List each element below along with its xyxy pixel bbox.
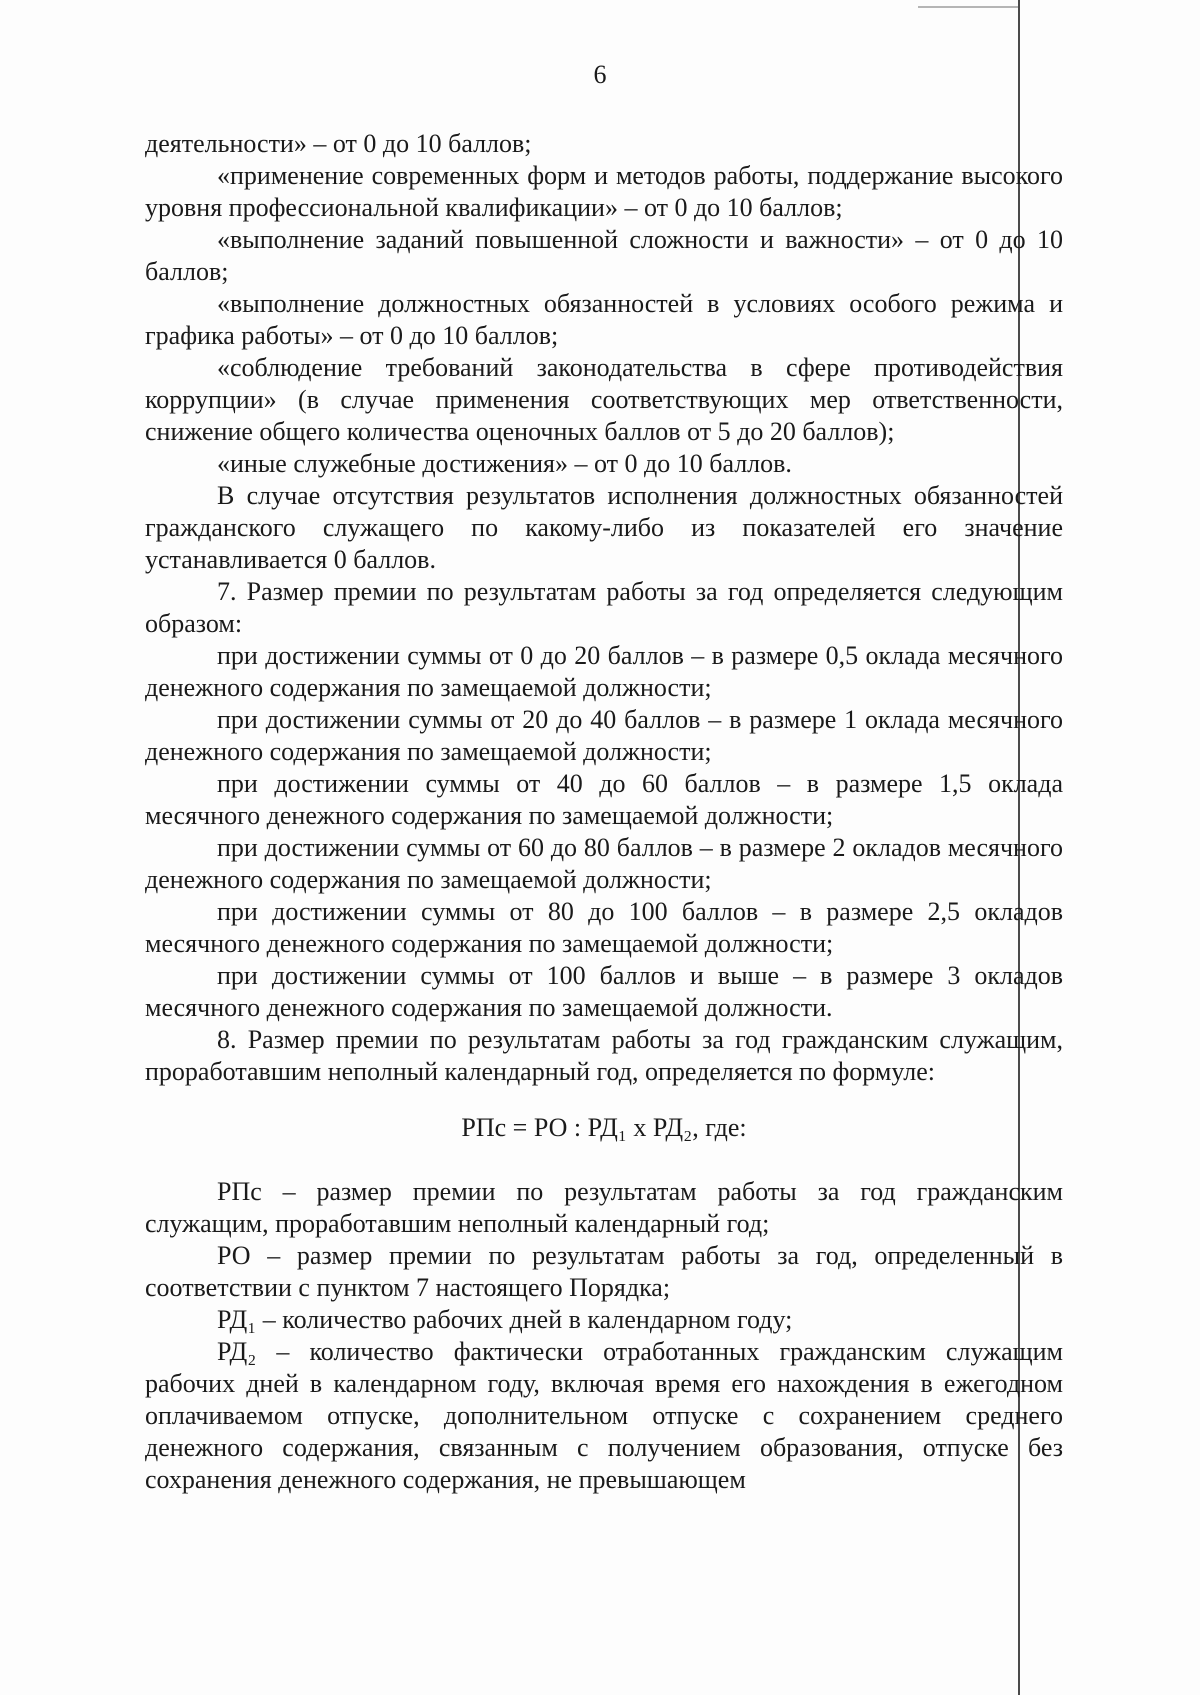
definition: РД₁ – количество рабочих дней в календарном году; bbox=[217, 1305, 793, 1334]
paragraph: при достижении суммы от 60 до 80 баллов – в размере 2 окладов месячного денежного содержания по замещаемой должности; bbox=[145, 833, 1063, 894]
scan-artifact-mark bbox=[918, 6, 1018, 8]
paragraph: при достижении суммы от 20 до 40 баллов – в размере 1 оклада месячного денежного содержания по замещаемой должности; bbox=[145, 705, 1063, 766]
paragraph: «выполнение заданий повышенной сложности и важности» – от 0 до 10 баллов; bbox=[145, 225, 1063, 286]
paragraph: при достижении суммы от 80 до 100 баллов – в размере 2,5 окладов месячного денежного содержания по замещаемой должности; bbox=[145, 897, 1063, 958]
definition: РД₂ – количество фактически отработанных гражданским служащим рабочих дней в календарном году, включая время его нахождения в ежегодном оплачиваемом отпуске, дополнительном отпуске с сохранением среднего денежного содержания, связанным с получением образования, отпуске без сохранения денежного содержания, не превышающем bbox=[145, 1337, 1063, 1494]
definition: РПс – размер премии по результатам работы за год гражданским служащим, проработавшим неполный календарный год; bbox=[145, 1177, 1063, 1238]
paragraph: деятельности» – от 0 до 10 баллов; bbox=[145, 129, 532, 158]
formula: РПс = РО : РД₁ х РД₂, где: bbox=[461, 1113, 747, 1142]
document-body bbox=[145, 128, 1063, 1496]
paragraph: при достижении суммы от 40 до 60 баллов – в размере 1,5 оклада месячного денежного содержания по замещаемой должности; bbox=[145, 769, 1063, 830]
paragraph: при достижении суммы от 100 баллов и выше – в размере 3 окладов месячного денежного содержания по замещаемой должности. bbox=[145, 961, 1063, 1022]
paragraph: В случае отсутствия результатов исполнения должностных обязанностей гражданского служащего по какому-либо из показателей его значение устанавливается 0 баллов. bbox=[145, 481, 1063, 574]
paragraph: при достижении суммы от 0 до 20 баллов – в размере 0,5 оклада месячного денежного содержания по замещаемой должности; bbox=[145, 641, 1063, 702]
paragraph: «соблюдение требований законодательства в сфере противодействия коррупции» (в случае применения соответствующих мер ответственности, снижение общего количества оценочных баллов от 5 до 20 баллов); bbox=[145, 353, 1063, 446]
paragraph: 7. Размер премии по результатам работы за год определяется следующим образом: bbox=[145, 577, 1063, 638]
paragraph: «выполнение должностных обязанностей в условиях особого режима и графика работы» – от 0 до 10 баллов; bbox=[145, 289, 1063, 350]
paragraph: 8. Размер премии по результатам работы за год гражданским служащим, проработавшим неполный календарный год, определяется по формуле: bbox=[145, 1025, 1063, 1086]
paragraph: «иные служебные достижения» – от 0 до 10 баллов. bbox=[217, 449, 792, 478]
definition: РО – размер премии по результатам работы за год, определенный в соответствии с пунктом 7 настоящего Порядка; bbox=[145, 1241, 1063, 1302]
page-number: 6 bbox=[593, 60, 607, 89]
paragraph: «применение современных форм и методов работы, поддержание высокого уровня профессиональной квалификации» – от 0 до 10 баллов; bbox=[145, 161, 1063, 222]
